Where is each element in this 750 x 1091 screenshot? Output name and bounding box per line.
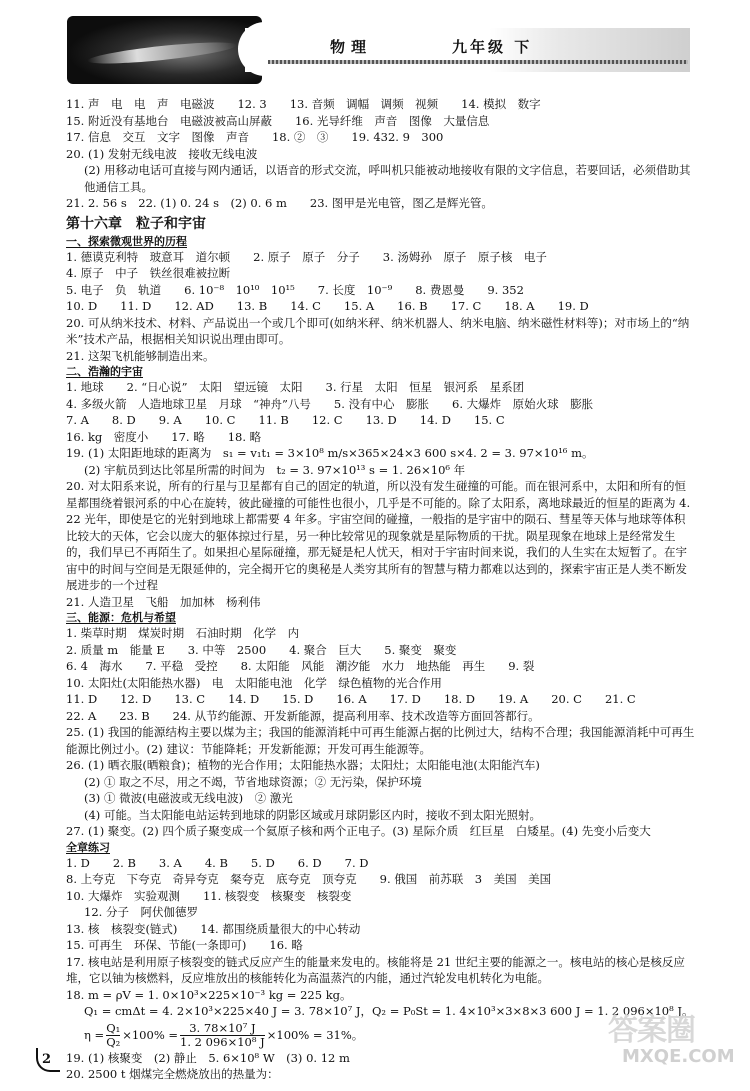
answer-line: 18. m = ρV = 1. 0×10³×225×10⁻³ kg = 225 kg。 bbox=[66, 987, 352, 1002]
answer-line: 8. 上夸克 下夸克 奇异夸克 粲夸克 底夸克 顶夸克 9. 俄国 前苏联 3 美国 美国 bbox=[66, 872, 552, 886]
answer-line: 21. 人造卫星 飞船 加加林 杨利伟 bbox=[66, 594, 261, 609]
formula-lhs: η = bbox=[84, 1027, 105, 1042]
answer-line: 5. 电子 负 轨道 6. 10⁻⁸ 10¹⁰ 10¹⁵ 7. 长度 10⁻⁹ 8. 费恩曼 9. 352 bbox=[66, 282, 524, 297]
answer-line: 19. (1) 核聚变 (2) 静止 5. 6×10⁸ W (3) 0. 12 m bbox=[66, 1050, 350, 1065]
watermark-url: MXQE.COM bbox=[622, 1046, 735, 1067]
page-number: 2 bbox=[42, 1052, 52, 1067]
answer-line: (2) 宇航员到达比邻星所需的时间为 t₂ = 3. 97×10¹³ s = 1. 26×10⁶ 年 bbox=[84, 462, 466, 477]
formula-rhs: ×100% = 31%。 bbox=[266, 1027, 364, 1042]
fraction-q bbox=[106, 1022, 120, 1049]
answer-line: 1. 地球 2. “日心说” 太阳 望远镜 太阳 3. 行星 太阳 恒星 银河系 星系团 bbox=[66, 380, 525, 394]
watermark-logo: 答案圈 bbox=[608, 1013, 695, 1048]
answer-line: 26. (1) 晒衣服(晒粮食)；植物的光合作用；太阳能热水器；太阳灶；太阳能电池(太阳能汽车) bbox=[66, 758, 540, 772]
formula-mid: ×100% = bbox=[122, 1027, 179, 1042]
answer-line: 20. 可从纳米技术、材料、产品说出一个或几个即可(如纳米秤、纳米机器人、纳米电脑、纳米磁性材料等)；对市场上的“纳米”技术产品，根据相关知识说出理由即可。 bbox=[66, 315, 690, 346]
fraction-values bbox=[180, 1022, 265, 1049]
header-curve bbox=[238, 22, 288, 76]
answer-line: 10. 大爆炸 实验观测 11. 核裂变 核聚变 核裂变 bbox=[66, 888, 352, 903]
answer-line: 4. 多级火箭 人造地球卫星 月球 “神舟”八号 5. 没有中心 膨胀 6. 大爆炸 原始火球 膨胀 bbox=[66, 396, 594, 411]
answer-line: 27. (1) 聚变。(2) 四个质子聚变成一个氦原子核和两个正电子。(3) 星际介质 红巨星 白矮星。(4) 先变小后变大 bbox=[66, 824, 651, 838]
denominator: 1. 2 096×10⁸ J bbox=[180, 1035, 265, 1049]
answer-line: (4) 可能。当太阳能电站运转到地球的阴影区域或月球阴影区内时，接收不到太阳光照射。 bbox=[84, 807, 541, 822]
answer-content bbox=[66, 96, 696, 1083]
answer-line: (2) ① 取之不尽，用之不竭，节省地球资源；② 无污染，保护环境 bbox=[84, 774, 422, 789]
header-rule bbox=[268, 60, 688, 64]
answer-line: 11. 声 电 电 声 电磁波 12. 3 13. 音频 调幅 调频 视频 14. 模拟 数字 bbox=[66, 97, 541, 111]
answer-line: (2) 用移动电话可直接与网内通话，以语音的形式交流，呼叫机只能被动地接收有限的文字信息，若要回话，必须借助其他通信工具。 bbox=[84, 163, 691, 194]
answer-line: 7. A 8. D 9. A 10. C 11. B 12. C 13. D 14. D 15. C bbox=[66, 413, 505, 427]
answer-line: 25. (1) 我国的能源结构主要以煤为主；我国的能源消耗中可再生能源占据的比例过大，结构不合理；我国能源消耗中可再生能源比例过小。(2) 建议：节能降耗；开发新能源；开发可再生能源等。 bbox=[66, 725, 695, 756]
answer-line: 20. 对太阳系来说，所有的行星与卫星都有自己的固定的轨道，所以没有发生碰撞的可能。而在银河系中，太阳和所有的恒星都围绕着银河系的中心在旋转，彼此碰撞的可能性也很小，几乎是不可能的。除了太阳系，离地球最近的恒星的距离为 4. 22 光年，即使是它的光射到地球上都需要 4 年多。宇宙空间的碰撞，一般指的是宇宙中的陨石、彗星等天体与地球等体积比较大的天体，它会以庞大的躯体掠过行星，另一种比较常见的现象就是星际物质的干扰。陨星现象在地球上是经常发生的，我们早已不再陌生了。如果担心星际碰撞，那无疑是杞人忧天，相对于宇宙时间来说，我们的人生实在太短暂了。在宇宙中的时间与空间是无限延伸的，完全揭开它的奥秘是人类穷其所有的智慧与精力都难以达到的，探索宇宙正是人类不断发展进步的一个过程 bbox=[66, 479, 691, 592]
answer-line: 15. 附近没有基地台 电磁波被高山屏蔽 16. 光导纤维 声音 图像 大量信息 bbox=[66, 113, 490, 128]
answer-line: 15. 可再生 环保、节能(一条即可) 16. 略 bbox=[66, 938, 303, 952]
header-grade: 九年级 下 bbox=[452, 38, 533, 56]
answer-line: 1. 柴草时期 煤炭时期 石油时期 化学 内 bbox=[66, 626, 300, 640]
answer-line: Q₁ = cmΔt = 4. 2×10³×225×40 J = 3. 78×10⁷ J，Q₂ = P₀St = 1. 4×10³×3×8×3 600 J = 1. 2 096×10⁸ J。 bbox=[84, 1004, 694, 1018]
answer-line: 21. 这架飞机能够制造出来。 bbox=[66, 348, 215, 363]
answer-line: (3) ① 微波(电磁波或无线电波) ② 激光 bbox=[84, 791, 293, 805]
chapter-title: 第十六章 粒子和宇宙 bbox=[66, 215, 206, 232]
section-title: 二、浩瀚的宇宙 bbox=[66, 365, 143, 378]
answer-line: 20. (1) 发射无线电波 接收无线电波 bbox=[66, 146, 258, 161]
answer-line: 17. 核电站是利用原子核裂变的链式反应产生的能量来发电的。核能将是 21 世纪主要的能源之一。核电站的核心是核反应堆，它以铀为核燃料，反应堆放出的核能转化为高温蒸汽的内能，通过汽轮发电机转化为电能。 bbox=[66, 954, 685, 985]
answer-line: 20. 2500 t 烟煤完全燃烧放出的热量为： bbox=[66, 1067, 279, 1081]
header-photo bbox=[67, 16, 262, 84]
numerator: 3. 78×10⁷ J bbox=[180, 1022, 265, 1036]
section-title: 全章练习 bbox=[66, 840, 110, 854]
answer-line: 16. kg 密度小 17. 略 18. 略 bbox=[66, 429, 262, 444]
header-subject: 物理 bbox=[330, 38, 373, 56]
answer-line: 13. 核 核裂变(链式) 14. 都围绕质量很大的中心转动 bbox=[66, 921, 361, 936]
answer-line: 4. 原子 中子 铁丝很难被拉断 bbox=[66, 266, 231, 280]
section-title: 三、能源：危机与希望 bbox=[66, 611, 176, 624]
answer-line: 11. D 12. D 13. C 14. D 15. D 16. A 17. D 18. D 19. A 20. C 21. C bbox=[66, 692, 636, 706]
answer-line: 10. D 11. D 12. AD 13. B 14. C 15. A 16. B 17. C 18. A 19. D bbox=[66, 299, 589, 313]
denominator: Q₂ bbox=[106, 1035, 121, 1049]
answer-line: 17. 信息 交互 文字 图像 声音 18. ② ③ 19. 432. 9 300 bbox=[66, 130, 444, 144]
answer-line: 21. 2. 56 s 22. (1) 0. 24 s (2) 0. 6 m 23. 图甲是光电管，图乙是辉光管。 bbox=[66, 196, 493, 210]
answer-line: 1. 德谟克利特 玻意耳 道尔顿 2. 原子 原子 分子 3. 汤姆孙 原子 原子核 电子 bbox=[66, 249, 547, 264]
numerator: Q₁ bbox=[106, 1021, 121, 1035]
answer-line: 1. D 2. B 3. A 4. B 5. D 6. D 7. D bbox=[66, 855, 369, 870]
efficiency-formula bbox=[66, 1020, 696, 1050]
answer-line: 2. 质量 m 能量 E 3. 中等 2500 4. 聚合 巨大 5. 聚变 聚变 bbox=[66, 642, 457, 657]
answer-line: 10. 太阳灶(太阳能热水器) 电 太阳能电池 化学 绿色植物的光合作用 bbox=[66, 675, 442, 690]
answer-line: 19. (1) 太阳距地球的距离为 s₁ = v₁t₁ = 3×10⁸ m/s×365×24×3 600 s×4. 2 = 3. 97×10¹⁶ m。 bbox=[66, 446, 594, 460]
answer-line: 22. A 23. B 24. 从节约能源、开发新能源，提高利用率、技术改造等方面回答都行。 bbox=[66, 708, 540, 723]
answer-line: 6. 4 海水 7. 平稳 受控 8. 太阳能 风能 潮汐能 水力 地热能 再生 9. 裂 bbox=[66, 659, 535, 673]
section-title: 一、探索微观世界的历程 bbox=[66, 234, 187, 248]
answer-line: 12. 分子 阿伏伽德罗 bbox=[84, 905, 198, 919]
